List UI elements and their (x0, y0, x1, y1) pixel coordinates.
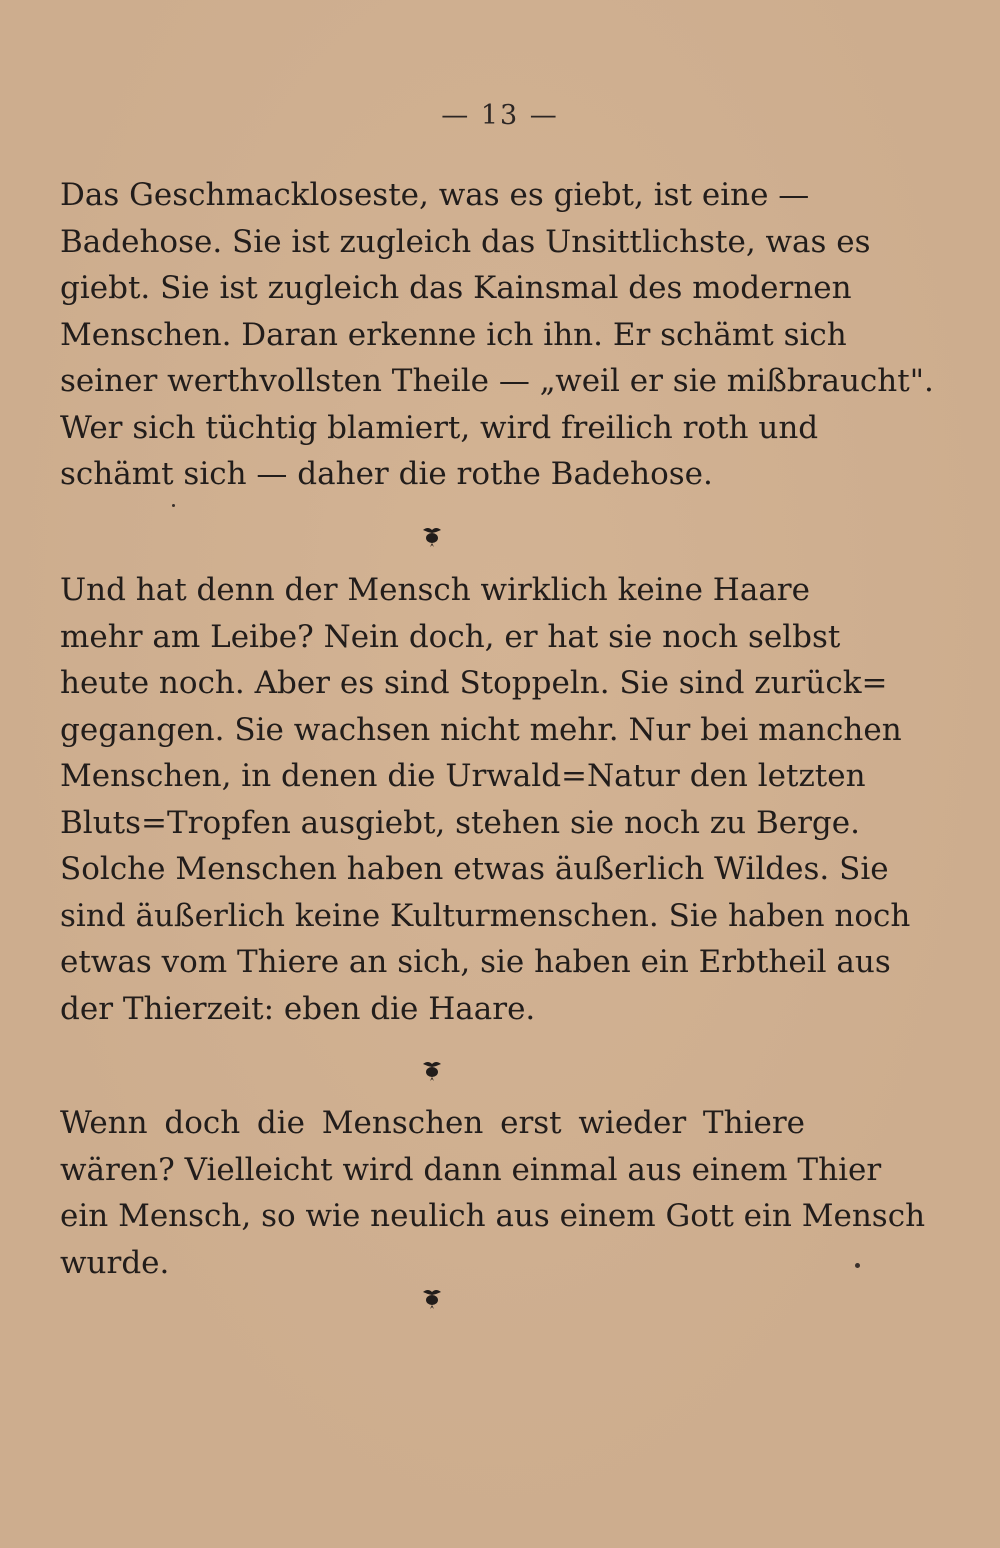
text-line: mehr am Leibe? Nein doch, er hat sie noch selbst (60, 618, 841, 655)
paragraph-1 (60, 172, 934, 498)
text-line: Solche Menschen haben etwas äußerlich Wildes. Sie (60, 851, 889, 887)
text-line: Badehose. Sie ist zugleich das Unsittlichste, was es (60, 223, 871, 260)
text-line: ein Mensch, so wie neulich aus einem Gott ein Mensch (60, 1198, 926, 1234)
text-line: Bluts=Tropfen ausgiebt, stehen sie noch zu Berge. (60, 804, 860, 841)
leaf-ornament-icon (420, 524, 444, 548)
text-line: seiner werthvollsten Theile — „weil er sie mißbraucht". (60, 363, 934, 399)
paragraph-2 (60, 567, 911, 1032)
text-line: sind äußerlich keine Kulturmenschen. Sie haben noch (60, 897, 911, 934)
text-line: der Thierzeit: eben die Haare. (60, 990, 536, 1027)
text-line: etwas vom Thiere an sich, sie haben ein Erbtheil aus (60, 944, 891, 980)
text-line: wären? Vielleicht wird dann einmal aus einem Thier (60, 1151, 882, 1188)
text-line: Das Geschmackloseste, was es giebt, ist eine — (60, 177, 810, 213)
text-line: Wer sich tüchtig blamiert, wird freilich roth und (60, 409, 819, 446)
leaf-ornament-icon (420, 1058, 444, 1082)
paragraph-3 (60, 1100, 926, 1286)
text-line: wurde. (60, 1244, 170, 1281)
page-number: — 13 — (441, 100, 559, 131)
text-line: schämt sich — daher die rothe Badehose. (60, 456, 713, 492)
text-line: heute noch. Aber es sind Stoppeln. Sie sind zurück= (60, 665, 888, 701)
text-line: Und hat denn der Mensch wirklich keine Haare (60, 572, 810, 608)
text-line: Menschen. Daran erkenne ich ihn. Er schämt sich (60, 316, 847, 353)
leaf-ornament-icon (420, 1286, 444, 1310)
paper-speck (172, 504, 175, 507)
text-line: Wenn doch die Menschen erst wieder Thiere (60, 1105, 805, 1141)
paper-speck (855, 1263, 860, 1268)
text-line: gegangen. Sie wachsen nicht mehr. Nur bei manchen (60, 711, 902, 748)
text-line: giebt. Sie ist zugleich das Kainsmal des modernen (60, 270, 852, 306)
text-line: Menschen, in denen die Urwald=Natur den letzten (60, 758, 866, 794)
